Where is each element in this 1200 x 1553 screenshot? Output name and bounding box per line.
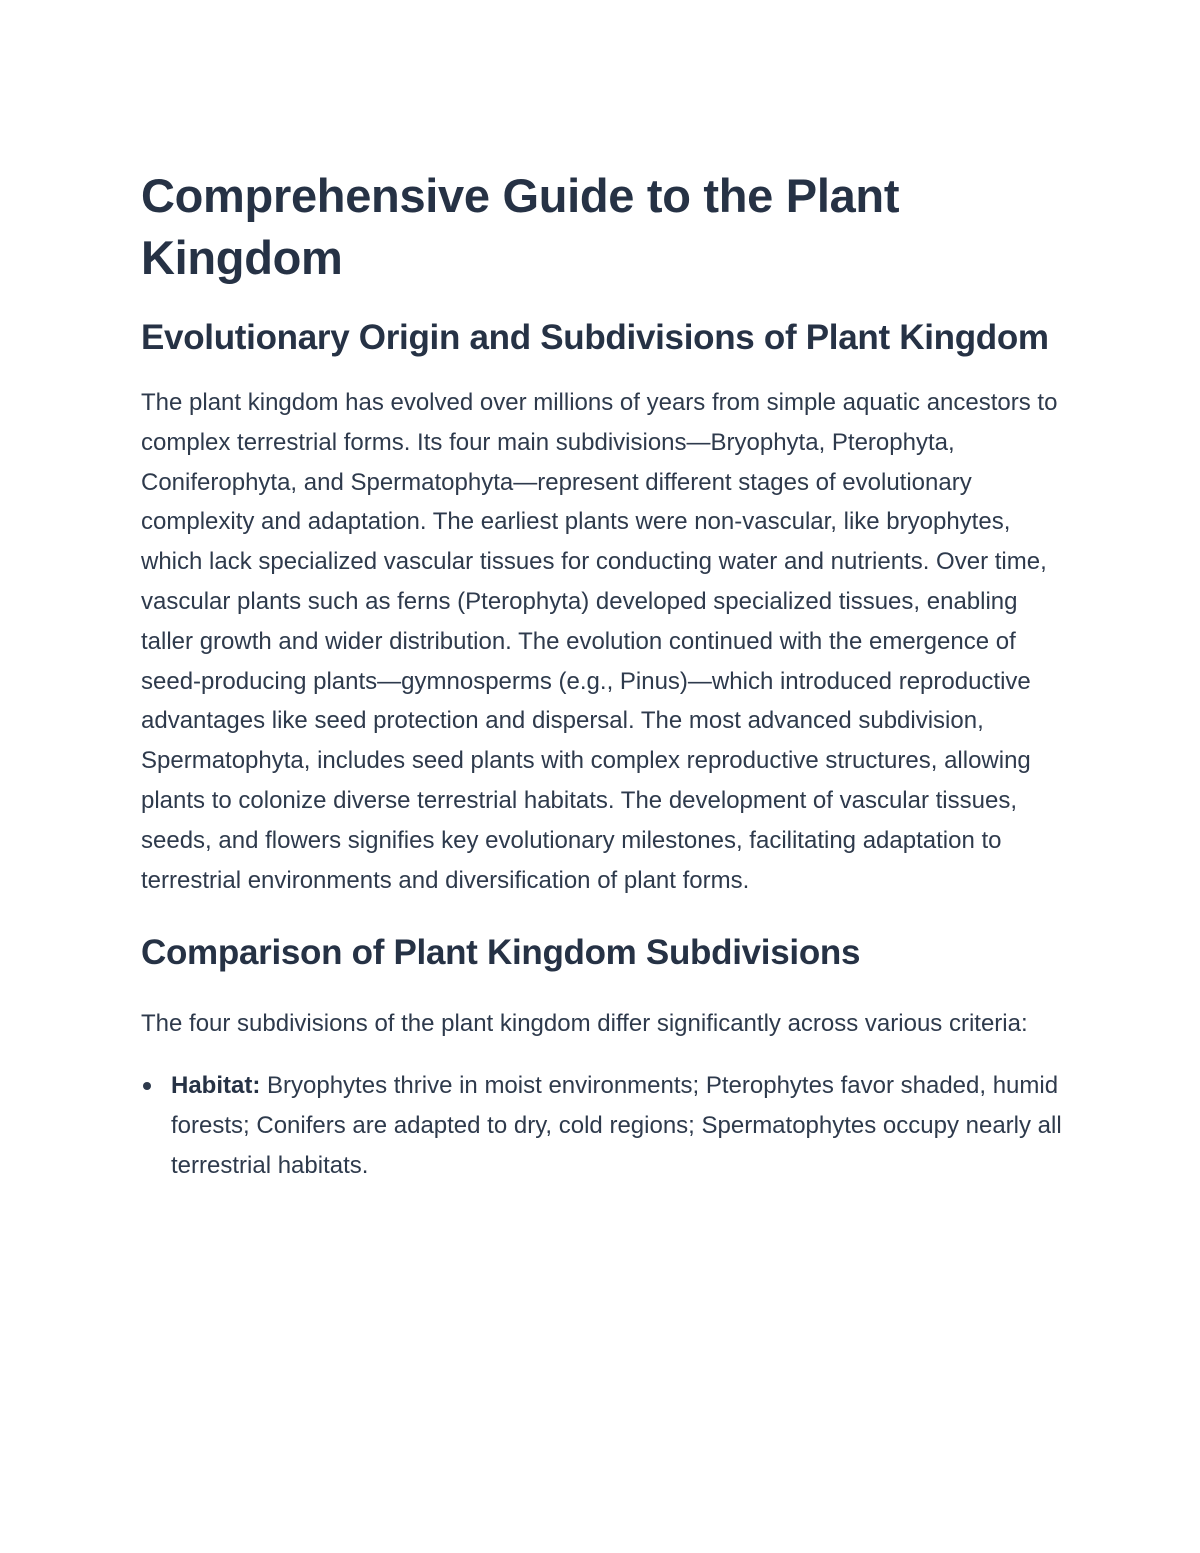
document-page <box>141 165 1066 1186</box>
bullet-icon <box>143 1082 151 1090</box>
list-item-text: Bryophytes thrive in moist environments; Pterophytes favor shaded, humid forests; Conifers are adapted to dry, cold regions; Spermatophytes occupy nearly all terrestrial habitats. <box>171 1072 1062 1179</box>
comparison-list <box>141 1066 1066 1185</box>
section-paragraph-evolutionary-origin: The plant kingdom has evolved over millions of years from simple aquatic ancestors to complex terrestrial forms. Its four main subdivisions—Bryophyta, Pterophyta, Coniferophyta, and Spermatophyta—represent different stages of evolutionary complexity and adaptation. The earliest plants were non-vascular, like bryophytes, which lack specialized vascular tissues for conducting water and nutrients. Over time, vascular plants such as ferns (Pterophyta) developed specialized tissues, enabling taller growth and wider distribution. The evolution continued with the emergence of seed-producing plants—gymnosperms (e.g., Pinus)—which introduced reproductive advantages like seed protection and dispersal. The most advanced subdivision, Spermatophyta, includes seed plants with complex reproductive structures, allowing plants to colonize diverse terrestrial habitats. The development of vascular tissues, seeds, and flowers signifies key evolutionary milestones, facilitating adaptation to terrestrial environments and diversification of plant forms. <box>141 389 1058 894</box>
section-heading-comparison: Comparison of Plant Kingdom Subdivisions <box>141 933 861 973</box>
section-paragraph-comparison: The four subdivisions of the plant kingdom differ significantly across various criteria: <box>141 1010 1028 1038</box>
page-title: Comprehensive Guide to the Plant Kingdom <box>141 169 900 284</box>
section-heading-evolutionary-origin: Evolutionary Origin and Subdivisions of Plant Kingdom <box>141 318 1049 357</box>
list-item-label: Habitat: <box>171 1072 261 1100</box>
list-item-habitat <box>141 1066 1066 1185</box>
